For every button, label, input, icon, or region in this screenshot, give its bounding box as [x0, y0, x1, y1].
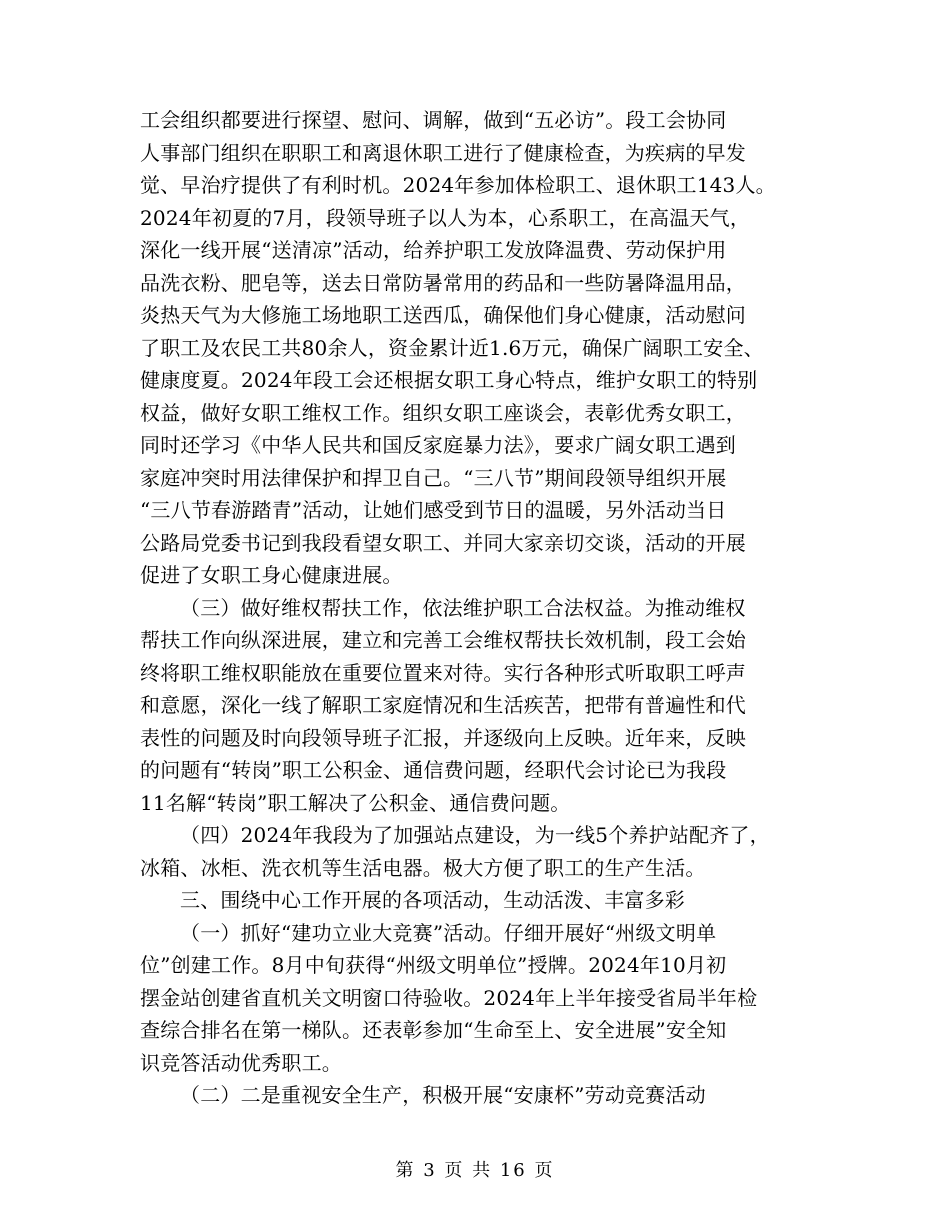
text-line: （三）做好维权帮扶工作，依法维护职工合法权益。为推动维权 — [180, 595, 746, 620]
text-line: 人事部门组织在职职工和离退休职工进行了健康检查，为疾病的早发 — [140, 140, 746, 165]
text-line: 2024年初夏的7月，段领导班子以人为本，心系职工，在高温天气， — [140, 205, 751, 230]
paragraph-safety — [140, 1079, 812, 1112]
text-line: 三、围绕中心工作开展的各项活动，生动活泼、丰富多彩 — [180, 888, 685, 912]
page-number-footer: 第 3 页 共 16 页 — [395, 1160, 555, 1181]
text-line: “三八节春游踏青”活动，让她们感受到节日的温暖，另外活动当日 — [140, 498, 727, 522]
text-line: 家庭冲突时用法律保护和捍卫自己。“三八节”期间段领导组织开展 — [140, 465, 727, 490]
text-line: （二）二是重视安全生产，积极开展“安康杯”劳动竞赛活动 — [180, 1083, 706, 1107]
text-line: 识竞答活动优秀职工。 — [140, 1050, 342, 1075]
text-line: 公路局党委书记到我段看望女职工、并同大家亲切交谈，活动的开展 — [140, 530, 746, 555]
paragraph-health-care — [140, 104, 812, 592]
paragraph-rights-protection — [140, 592, 812, 820]
text-line: 同时还学习《中华人民共和国反家庭暴力法》，要求广阔女职工遇到 — [140, 433, 736, 457]
text-line: 深化一线开展“送清凉”活动，给养护职工发放降温费、劳动保护用 — [140, 238, 727, 262]
text-line: 帮扶工作向纵深进展，建立和完善工会维权帮扶长效机制，段工会始 — [140, 628, 746, 652]
text-line: 表性的问题及时向段领导班子汇报，并逐级向上反映。近年来，反映 — [140, 725, 746, 750]
text-line: （四）2024年我段为了加强站点建设，为一线5个养护站配齐了， — [180, 823, 770, 847]
paragraph-competition — [140, 917, 812, 1080]
text-line: 健康度夏。2024年段工会还根据女职工身心特点，维护女职工的特别 — [140, 368, 758, 392]
text-line: 位”创建工作。8月中旬获得“州级文明单位”授牌。2024年10月初 — [140, 953, 727, 977]
paragraph-station-building — [140, 819, 812, 884]
text-line: 促进了女职工身心健康进展。 — [140, 563, 403, 587]
text-line: 和意愿，深化一线了解职工家庭情况和生活疾苦，把带有普遍性和代 — [140, 693, 746, 717]
text-line: 觉、早治疗提供了有利时机。2024年参加体检职工、退休职工143人。 — [140, 173, 776, 197]
text-line: 终将职工维权职能放在重要位置来对待。实行各种形式听取职工呼声 — [140, 660, 746, 685]
text-line: 了职工及农民工共80余人，资金累计近1.6万元，确保广阔职工安全、 — [140, 335, 764, 360]
text-line: 权益，做好女职工维权工作。组织女职工座谈会，表彰优秀女职工， — [140, 400, 746, 425]
text-line: 11名解“转岗”职工解决了公积金、通信费问题。 — [140, 790, 571, 815]
text-line: 查综合排名在第一梯队。还表彰参加“生命至上、安全进展”安全知 — [140, 1018, 727, 1042]
text-line: 炎热天气为大修施工场地职工送西瓜，确保他们身心健康，活动慰问 — [140, 303, 746, 327]
text-line: 冰箱、冰柜、洗衣机等生活电器。极大方便了职工的生产生活。 — [140, 855, 706, 880]
text-line: 品洗衣粉、肥皂等，送去日常防暑常用的药品和一些防暑降温用品， — [140, 270, 746, 295]
text-line: （一）抓好“建功立业大竞赛”活动。仔细开展好“州级文明单 — [180, 920, 717, 945]
section-heading — [140, 884, 812, 917]
text-line: 工会组织都要进行探望、慰问、调解，做到“五必访”。段工会协同 — [140, 108, 727, 132]
text-line: 摆金站创建省直机关文明窗口待验收。2024年上半年接受省局半年检 — [140, 985, 758, 1010]
text-line: 的问题有“转岗”职工公积金、通信费问题，经职代会讨论已为我段 — [140, 758, 727, 782]
document-body — [140, 104, 812, 1112]
